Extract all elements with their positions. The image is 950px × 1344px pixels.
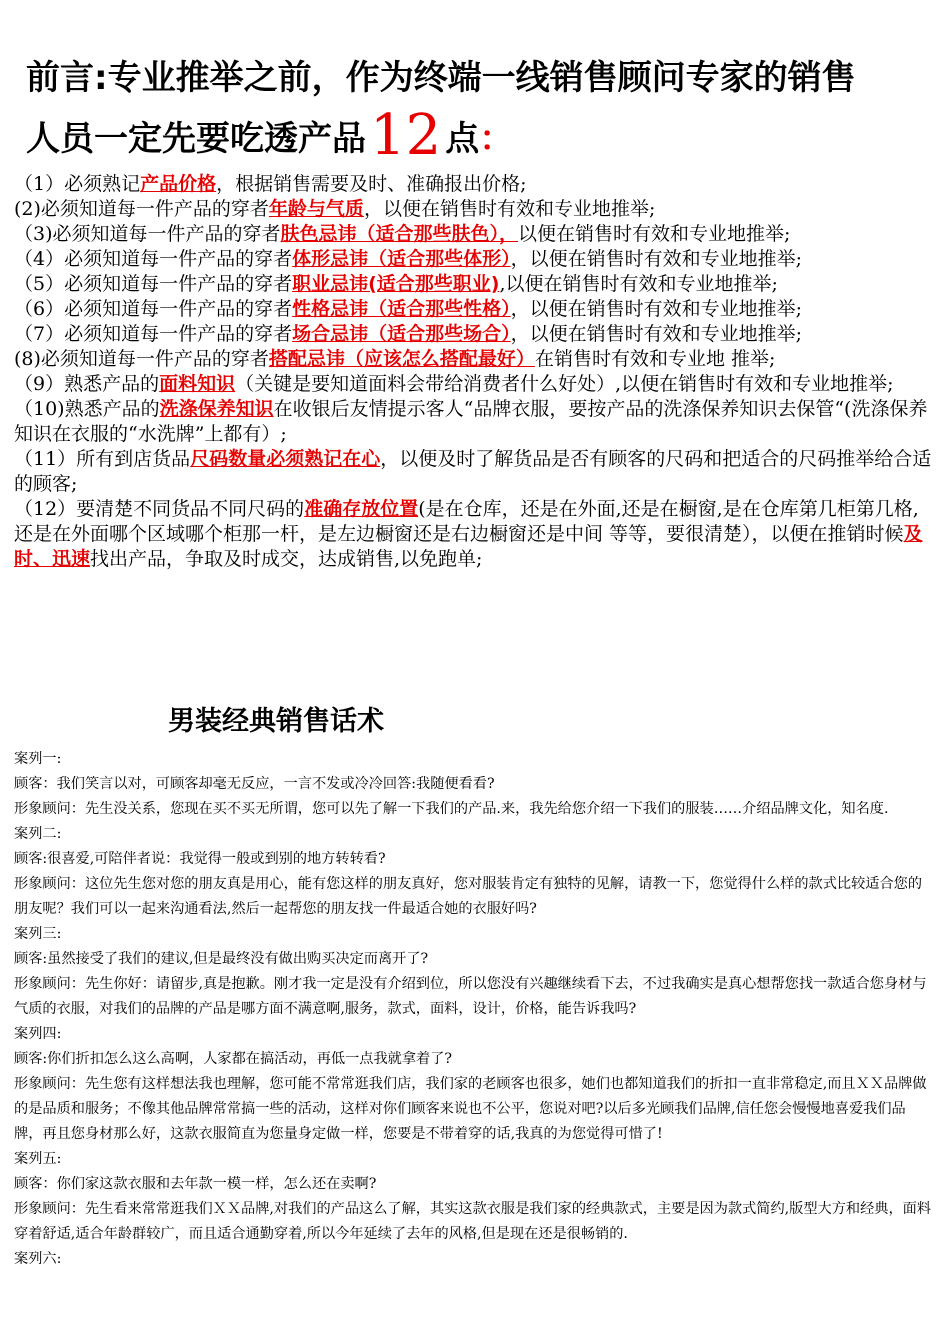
case-line: 案列三:: [14, 926, 62, 942]
point-11: （11）所有到店货品尺码数量必须熟记在心，以便及时了解货品是否有顾客的尺码和把适合的尺码推举给合适的顾客;: [14, 448, 932, 495]
point-1-highlight: 产品价格: [140, 173, 217, 195]
point-11-highlight: 尺码数量必须熟记在心: [190, 448, 381, 470]
case-line: 顾客:你们折扣怎么这么高啊，人家都在搞活动，再低一点我就拿着了?: [14, 1051, 453, 1067]
product-points-list: [14, 172, 934, 572]
case-line: 形象顾问：先生你好：请留步,真是抱歉。刚才我一定是没有介绍到位，所以您没有兴趣继续看下去，不过我确实是真心想帮您找一款适合您身材与气质的衣服，对我们的品牌的产品是哪方面不满意啊,服务，款式，面料，设计，价格，能告诉我吗?: [14, 976, 927, 1017]
point-5: （5）必须知道每一件产品的穿者职业忌讳(适合那些职业),以便在销售时有效和专业地推举;: [14, 273, 778, 295]
point-2-highlight: 年龄与气质: [268, 198, 364, 220]
point-7-highlight: 场合忌讳（适合那些场合）: [292, 323, 511, 345]
point-8-highlight: 搭配忌讳（应该怎么搭配最好）: [268, 348, 535, 370]
point-9: （9）熟悉产品的面料知识（关键是要知道面料会带给消费者什么好处）,以便在销售时有效和专业地推举;: [14, 373, 894, 395]
point-12: （12）要清楚不同货品不同尺码的准确存放位置(是在仓库，还是在外面,还是在橱窗,是在仓库第几柜第几格,还是在外面哪个区域哪个柜那一杆，是左边橱窗还是右边橱窗还是中间 等等，要很清楚），以便在推销时候及时、迅速找出产品，争取及时成交，达成销售,以免跑单;: [14, 498, 923, 570]
point-10: （10)熟悉产品的洗涤保养知识在收银后友情提示客人“品牌衣服，要按产品的洗涤保养知识去保管“(洗涤保养知识在衣服的“水洗牌”上都有）;: [14, 398, 928, 445]
case-line: 案列一:: [14, 751, 62, 767]
point-6-highlight: 性格忌讳（适合那些性格）: [292, 298, 511, 320]
point-9-highlight: 面料知识: [159, 373, 236, 395]
point-6: （6）必须知道每一件产品的穿者性格忌讳（适合那些性格），以便在销售时有效和专业地推举;: [14, 298, 803, 320]
case-line: 形象顾问：这位先生您对您的朋友真是用心，能有您这样的朋友真好，您对服装肯定有独特的见解，请教一下，您觉得什么样的款式比较适合您的朋友呢？我们可以一起来沟通看法,然后一起帮您的朋友找一件最适合她的衣服好吗?: [14, 876, 923, 917]
point-10-highlight: 洗涤保养知识: [159, 398, 274, 420]
point-2: (2)必须知道每一件产品的穿者年龄与气质，以便在销售时有效和专业地推举;: [14, 198, 656, 220]
case-line: 顾客：你们家这款衣服和去年款一模一样，怎么还在卖啊?: [14, 1176, 377, 1192]
heading-colon: ：: [479, 119, 514, 159]
point-7: （7）必须知道每一件产品的穿者场合忌讳（适合那些场合），以便在销售时有效和专业地推举;: [14, 323, 803, 345]
heading-line-1: 前言:专业推举之前，作为终端一线销售顾问专家的销售: [26, 58, 856, 98]
point-12-highlight-2: 及时、迅速: [14, 523, 923, 570]
heading-line-2-text: 人员一定先要吃透产品: [26, 119, 366, 159]
case-line: 顾客：我们笑言以对，可顾客却毫无反应，一言不发或冷冷回答:我随便看看?: [14, 776, 495, 792]
point-4-highlight: 体形忌讳（适合那些体形）: [292, 248, 511, 270]
case-line: 顾客:虽然接受了我们的建议,但是最终没有做出购买决定而离开了?: [14, 951, 429, 967]
point-1: （1）必须熟记产品价格，根据销售需要及时、准确报出价格;: [14, 173, 527, 195]
point-3-highlight: 肤色忌讳（适合那些肤色），: [280, 223, 519, 245]
case-line: 案列五:: [14, 1151, 62, 1167]
point-5-highlight: 职业忌讳(适合那些职业): [292, 273, 500, 295]
case-line: 顾客:很喜爱,可陪伴者说：我觉得一般或到别的地方转转看?: [14, 851, 386, 867]
case-line: 案列六:: [14, 1251, 62, 1267]
point-4: （4）必须知道每一件产品的穿者体形忌讳（适合那些体形），以便在销售时有效和专业地推举;: [14, 248, 803, 270]
section-title: 男装经典销售话术: [168, 706, 384, 737]
case-line: 形象顾问：先生看来常常逛我们ＸＸ品牌,对我们的产品这么了解，其实这款衣服是我们家的经典款式，主要是因为款式简约,版型大方和经典，面料穿着舒适,适合年龄群较广，而且适合通勤穿着,所以今年延续了去年的风格,但是现在还是很畅销的.: [14, 1201, 932, 1242]
case-line: 形象顾问：先生您有这样想法我也理解，您可能不常常逛我们店，我们家的老顾客也很多，她们也都知道我们的折扣一直非常稳定,而且ＸＸ品牌做的是品质和服务；不像其他品牌常常搞一些的活动，这样对你们顾客来说也不公平，您说对吧?以后多光顾我们品牌,信任您会慢慢地喜爱我们品牌，再且您身材那么好，这款衣服简直为您量身定做一样，您要是不带着穿的话,我真的为您觉得可惜了!: [14, 1076, 927, 1142]
case-line: 案列二:: [14, 826, 62, 842]
point-3: （3)必须知道每一件产品的穿者肤色忌讳（适合那些肤色），以便在销售时有效和专业地推举;: [14, 223, 791, 245]
point-8: (8)必须知道每一件产品的穿者搭配忌讳（应该怎么搭配最好）在销售时有效和专业地 推举;: [14, 348, 776, 370]
heading-line-2: [26, 103, 514, 168]
sales-cases: [14, 747, 932, 1272]
heading-number-12: 12: [370, 103, 442, 168]
case-line: 案列四:: [14, 1026, 62, 1042]
heading-line-2-suffix: 点: [445, 119, 480, 159]
case-line: 形象顾问：先生没关系，您现在买不买无所谓，您可以先了解一下我们的产品.来，我先给您介绍一下我们的服装……介绍品牌文化，知名度.: [14, 801, 889, 817]
point-12-highlight: 准确存放位置: [304, 498, 419, 520]
